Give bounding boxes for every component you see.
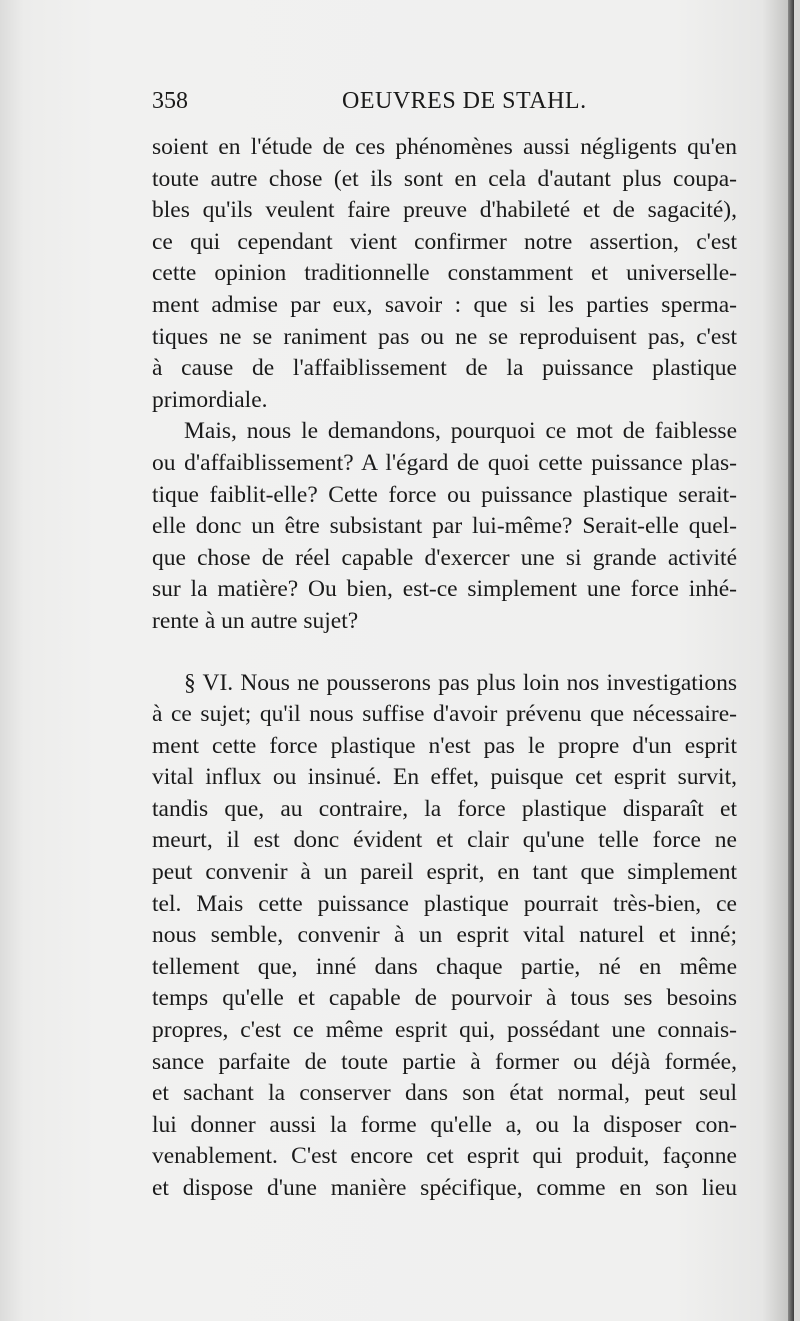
text-line: tel. Mais cette puissance plastique pourrait très-bien, ce	[152, 890, 737, 917]
text-line: nous semble, convenir à un esprit vital naturel et inné;	[152, 922, 737, 949]
text-line: à ce sujet; qu'il nous suffise d'avoir prévenu que nécessaire-	[152, 701, 737, 728]
page-number: 358	[152, 88, 188, 114]
text-line: § VI. Nous ne pousserons pas plus loin nos investigations	[184, 669, 737, 696]
text-line: tandis que, au contraire, la force plastique disparaît et	[152, 795, 737, 822]
text-line: vital influx ou insinué. En effet, puisque cet esprit survit,	[152, 764, 737, 791]
text-line: ce qui cependant vient confirmer notre assertion, c'est	[152, 228, 737, 255]
running-title: OEUVRES DE STAHL.	[342, 88, 587, 114]
text-line: tiques ne se raniment pas ou ne se reproduisent pas, c'est	[152, 323, 737, 350]
text-line: tellement que, inné dans chaque partie, né en même	[152, 953, 737, 980]
text-line: Mais, nous le demandons, pourquoi ce mot de faiblesse	[184, 418, 737, 445]
text-line: lui donner aussi la forme qu'elle a, ou la disposer con-	[152, 1111, 737, 1138]
text-line: primordiale.	[152, 386, 268, 413]
text-line: et sachant la conserver dans son état normal, peut seul	[152, 1080, 737, 1107]
text-line: bles qu'ils veulent faire preuve d'habileté et de sagacité),	[152, 197, 737, 224]
text-line: cette opinion traditionnelle constamment et universelle-	[152, 260, 737, 287]
text-line: propres, c'est ce même esprit qui, possédant une connais-	[152, 1017, 737, 1044]
running-header	[152, 84, 737, 118]
text-line: que chose de réel capable d'exercer une si grande activité	[152, 544, 737, 571]
body-text	[152, 132, 737, 1205]
page-edge-shadow	[788, 0, 794, 1321]
paragraph-gap	[152, 638, 737, 668]
text-line: sance parfaite de toute partie à former ou déjà formée,	[152, 1048, 737, 1075]
text-line: tique faiblit-elle? Cette force ou puissance plastique serait-	[152, 481, 737, 508]
text-line: soient en l'étude de ces phénomènes aussi négligents qu'en	[152, 134, 737, 160]
text-line: temps qu'elle et capable de pourvoir à tous ses besoins	[152, 985, 737, 1012]
text-line: ment cette force plastique n'est pas le propre d'un esprit	[152, 732, 737, 759]
text-line: à cause de l'affaiblissement de la puissance plastique	[152, 355, 737, 382]
text-line: toute autre chose (et ils sont en cela d'autant plus coupa-	[152, 165, 737, 192]
text-line: sur la matière? Ou bien, est-ce simplement une force inhé-	[152, 576, 737, 603]
text-line: ment admise par eux, savoir : que si les parties sperma-	[152, 291, 737, 318]
text-line: et dispose d'une manière spécifique, comme en son lieu	[152, 1175, 737, 1201]
text-line: elle donc un être subsistant par lui-même? Serait-elle quel-	[152, 513, 737, 540]
text-line: venablement. C'est encore cet esprit qui produit, façonne	[152, 1143, 737, 1170]
text-line: rente à un autre sujet?	[152, 607, 359, 634]
text-line: ou d'affaiblissement? A l'égard de quoi cette puissance plas-	[152, 449, 737, 476]
text-line: peut convenir à un pareil esprit, en tant que simplement	[152, 859, 737, 886]
text-line: meurt, il est donc évident et clair qu'une telle force ne	[152, 827, 737, 854]
